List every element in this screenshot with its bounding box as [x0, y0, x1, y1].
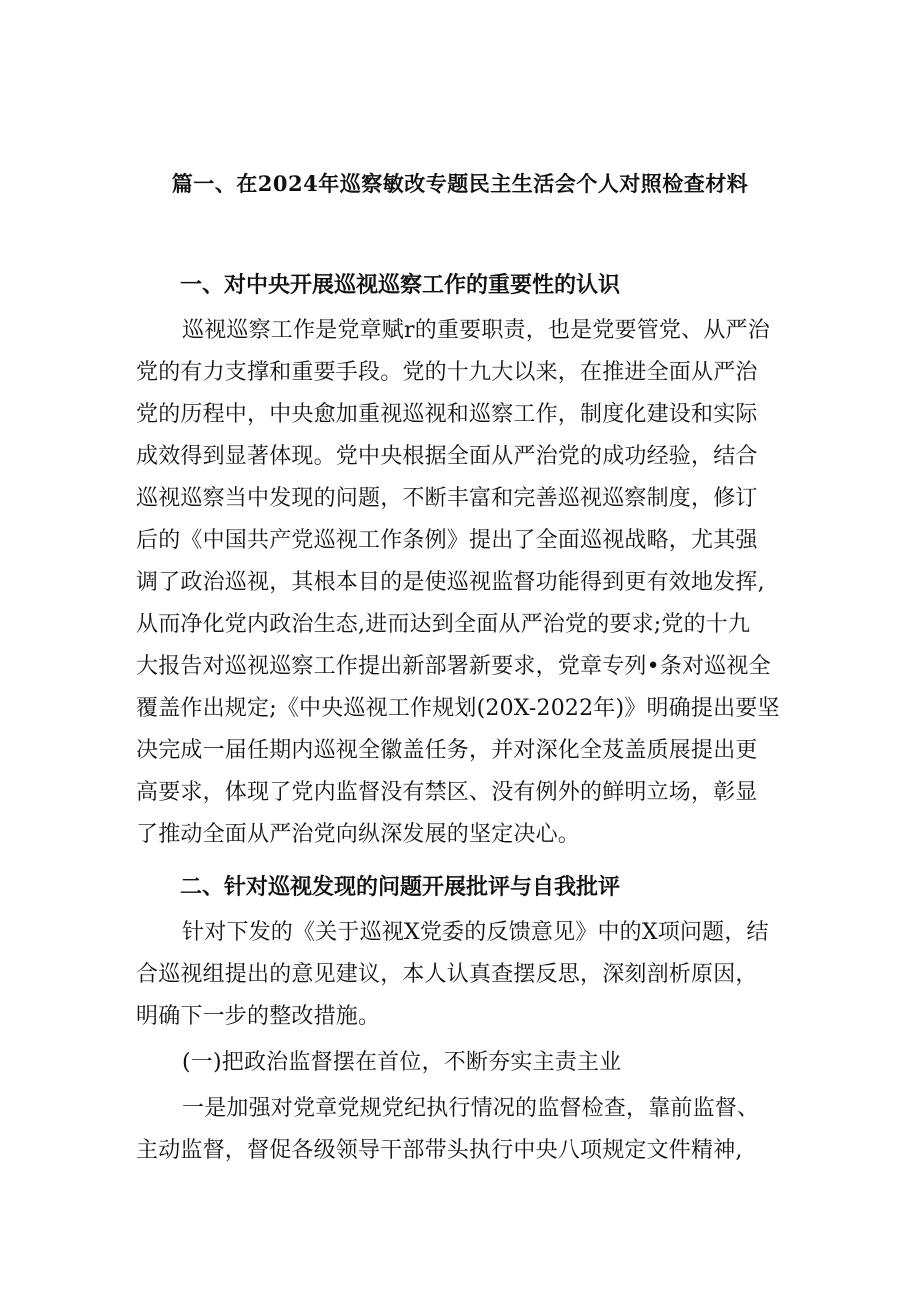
paragraph-line: 巡视巡察工作是党章赋r的重要职责，也是党要管党、从严治: [182, 318, 770, 343]
paragraph-line: 覆盖作出规定;《中央巡视工作规划(20X-2022年)》明确提出要坚: [136, 696, 780, 721]
paragraph-line: 后的《中国共产党巡视工作条例》提出了全面巡视战略，尤其强: [136, 528, 758, 553]
paragraph-line: 党的有力支撑和重要手段。党的十九大以来，在推进全面从严治: [136, 360, 758, 385]
paragraph-line: 巡视巡察当中发现的问题，不断丰富和完善巡视巡察制度，修订: [136, 486, 758, 511]
section-heading-1: 一、对中央开展巡视巡察工作的重要性的认识: [180, 272, 621, 298]
paragraph-line: 高要求，体现了党内监督没有禁区、没有例外的鲜明立场，彰显: [136, 780, 758, 805]
paragraph-line: 大报告对巡视巡察工作提出新部署新要求，党章专列•条对巡视全: [136, 654, 771, 679]
sub-heading: (一)把政治监督摆在首位，不断夯实主责主业: [182, 1050, 622, 1075]
paragraph-line: 决完成一届任期内巡视全徽盖任务，并对深化全芨盖质展提出更: [136, 738, 758, 763]
paragraph-line: 明确下一步的整改措施。: [136, 1004, 381, 1029]
paragraph-line: 从而净化党内政治生态,进而达到全面从严治党的要求;党的十九: [136, 612, 751, 637]
paragraph-line: 调了政治巡视，其根本目的是使巡视监督功能得到更有效地发挥,: [136, 570, 765, 595]
section-heading-2: 二、针对巡视发现的问题开展批评与自我批评: [180, 874, 621, 900]
paragraph-line: 成效得到显著体现。党中央根据全面从严治党的成功经验，结合: [136, 444, 758, 469]
paragraph-line: 针对下发的《关于巡视X党委的反馈意见》中的X项问题，结: [182, 920, 769, 945]
paragraph-line: 党的历程中，中央愈加重视巡视和巡察工作，制度化建设和实际: [136, 402, 758, 427]
document-title: 篇一、在2024年巡察敏改专题民主生活会个人对照检查材料: [171, 171, 749, 196]
paragraph-line: 了推动全面从严治党向纵深发展的坚定决心。: [136, 822, 581, 847]
paragraph-line: 主动监督，督促各级领导干部带头执行中央八项规定文件精神,: [136, 1138, 743, 1163]
paragraph-line: 合巡视组提出的意见建议，本人认真查摆反思，深刻剖析原因，: [136, 962, 758, 987]
paragraph-line: 一是加强对党章党规党纪执行情况的监督检查，靠前监督、: [182, 1096, 760, 1121]
